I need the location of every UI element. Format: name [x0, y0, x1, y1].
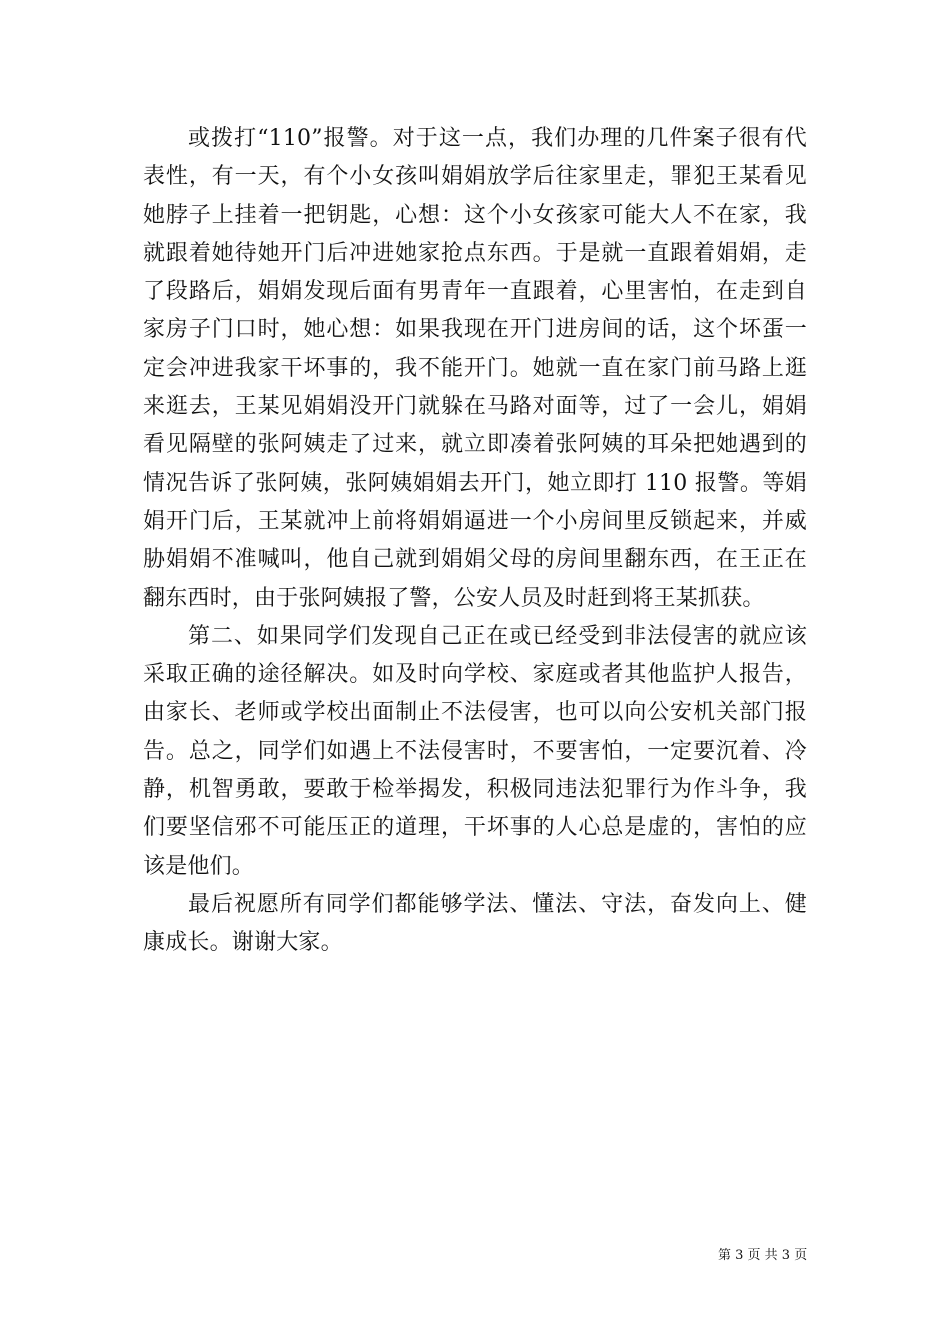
paragraph-closing: 最后祝愿所有同学们都能够学法、懂法、守法，奋发向上、健康成长。谢谢大家。	[143, 891, 807, 956]
paragraph-second-point: 第二、如果同学们发现自己正在或已经受到非法侵害的就应该采取正确的途径解决。如及时向学校、家庭或者其他监护人报告，由家长、老师或学校出面制止不法侵害，也可以向公安机关部门报告。总之，同学们如遇上不法侵害时，不要害怕，一定要沉着、冷静，机智勇敢，要敢于检举揭发，积极同违法犯罪行为作斗争，我们要坚信邪不可能压正的道理，干坏事的人心总是虚的，害怕的应该是他们。	[143, 623, 807, 879]
document-body	[143, 120, 807, 963]
paragraph-case-story: 或拨打“110”报警。对于这一点，我们办理的几件案子很有代表性，有一天，有个小女孩叫娟娟放学后往家里走，罪犯王某看见她脖子上挂着一把钥匙，心想：这个小女孩家可能大人不在家，我就跟着她待她开门后冲进她家抢点东西。于是就一直跟着娟娟，走了段路后，娟娟发现后面有男青年一直跟着，心里害怕，在走到自家房子门口时，她心想：如果我现在开门进房间的话，这个坏蛋一定会冲进我家干坏事的，我不能开门。她就一直在家门前马路上逛来逛去，王某见娟娟没开门就躲在马路对面等，过了一会儿，娟娟看见隔壁的张阿姨走了过来，就立即凑着张阿姨的耳朵把她遇到的情况告诉了张阿姨，张阿姨娟娟去开门，她立即打 110 报警。等娟娟开门后，王某就冲上前将娟娟逼进一个小房间里反锁起来，并威胁娟娟不准喊叫，他自己就到娟娟父母的房间里翻东西，在王正在翻东西时，由于张阿姨报了警，公安人员及时赶到将王某抓获。	[143, 126, 807, 611]
page-number-footer: 第 3 页 共 3 页	[718, 1248, 808, 1263]
